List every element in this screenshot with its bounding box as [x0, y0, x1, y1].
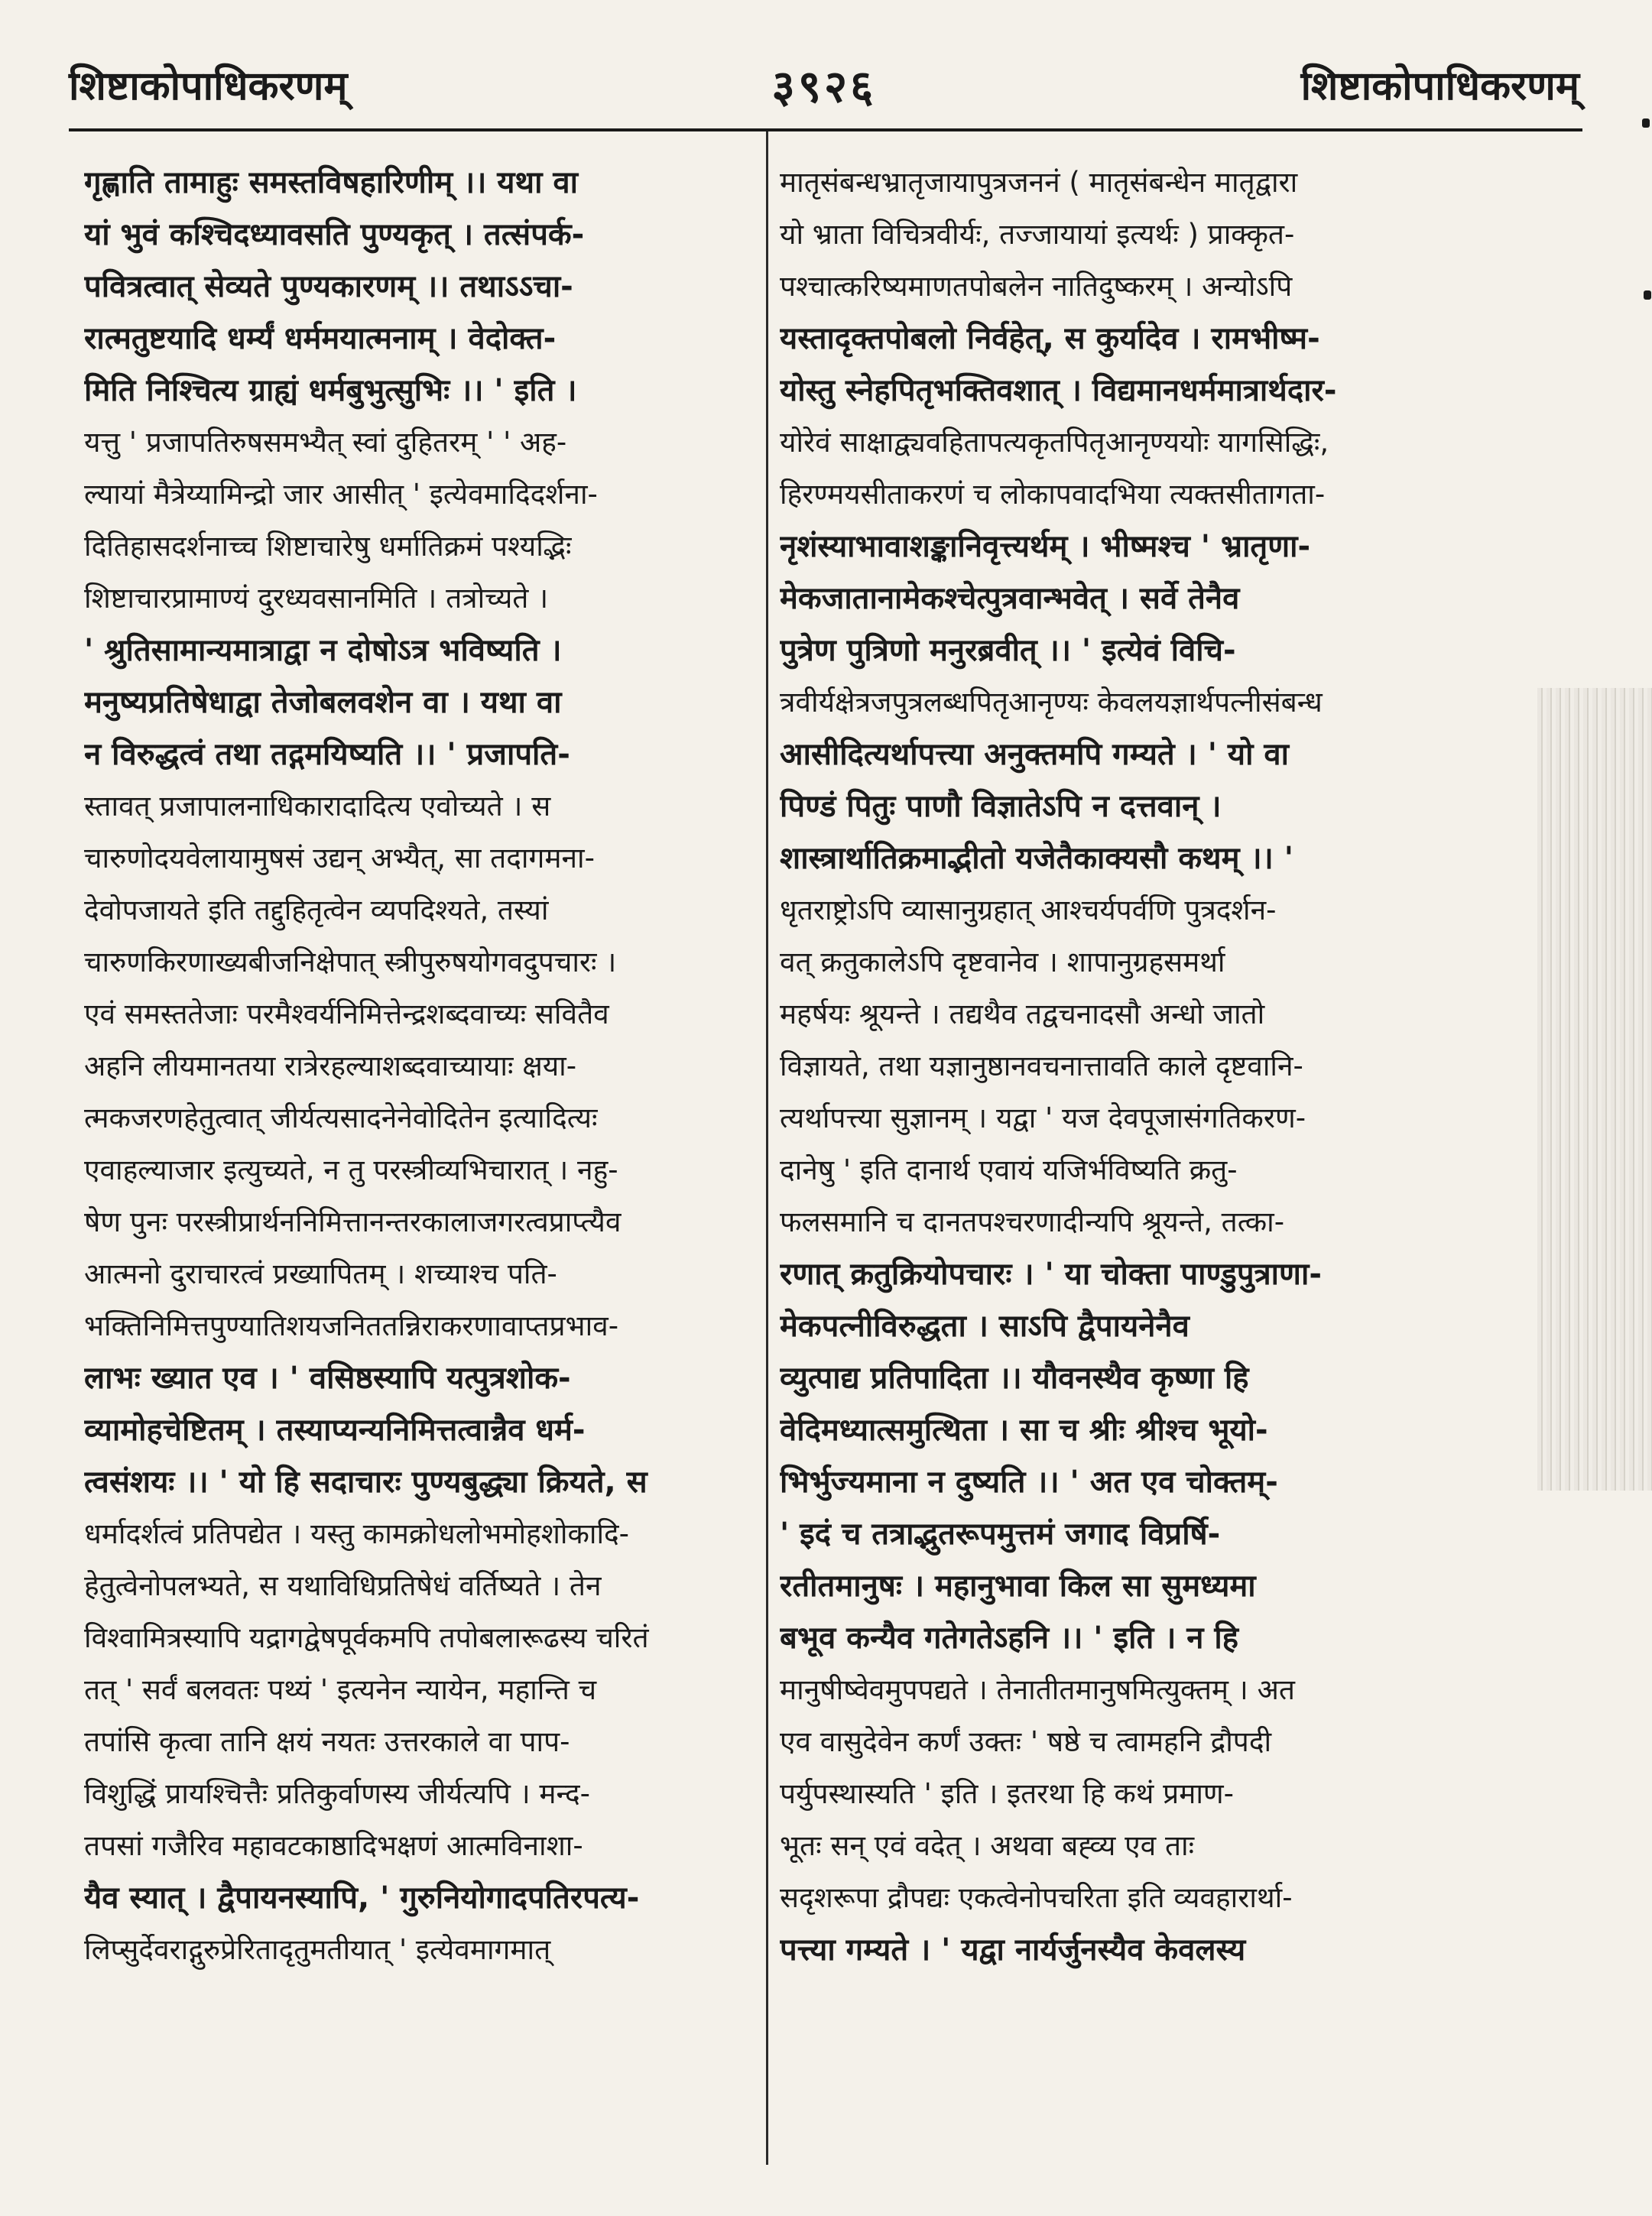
- text-line: गृह्णाति तामाहुः समस्तविषहारिणीम् ।। यथा वा: [84, 165, 578, 200]
- text-line: हिरण्मयसीताकरणं च लोकापवादभिया त्यक्तसीतागता-: [780, 478, 1326, 511]
- text-line: योस्तु स्नेहपितृभक्तिवशात् । विद्यमानधर्ममात्रार्थदार-: [780, 373, 1337, 408]
- text-line: पर्युपस्थास्यति ' इति । इतरथा हि कथं प्रमाण-: [780, 1777, 1235, 1810]
- page-number: ३९२६: [771, 60, 877, 112]
- text-line: षेण पुनः परस्त्रीप्रार्थननिमित्तानन्तरकालाजगरत्वप्राप्त्यैव: [84, 1205, 622, 1238]
- text-line: यैव स्यात् । द्वैपायनस्यापि, ' गुरुनियोगादपतिरपत्य-: [84, 1880, 640, 1916]
- text-line: पत्त्या गम्यते । ' यद्वा नार्यर्जुनस्यैव केवलस्य: [780, 1932, 1246, 1968]
- text-line: व्यामोहचेष्टितम् । तस्याप्यन्यनिमित्तत्वान्नैव धर्म-: [84, 1413, 586, 1448]
- text-line: विज्ञायते, तथा यज्ञानुष्ठानवचनात्तावति काले दृष्टवानि-: [780, 1050, 1303, 1082]
- text-line: देवोपजायते इति तद्दुहितृत्वेन व्यपदिश्यते, तस्यां: [84, 894, 549, 926]
- text-line: चारुणोदयवेलायामुषसं उद्यन् अभ्यैत्, सा तदागमना-: [84, 842, 595, 874]
- text-line: ल्यायां मैत्रेय्यामिन्द्रो जार आसीत् ' इत्येवमादिदर्शना-: [84, 478, 598, 511]
- text-line: तपसां गजैरिव महावटकाष्ठादिभक्षणं आत्मविनाशा-: [84, 1829, 583, 1862]
- text-line: त्रवीर्यक्षेत्रजपुत्रलब्धपितृआनृण्यः केवलयज्ञार्थपत्नीसंबन्ध: [780, 686, 1323, 719]
- text-line: यां भुवं कश्चिदध्यावसति पुण्यकृत् । तत्संपर्क-: [84, 217, 585, 252]
- text-line: भूतः सन् एवं वदेत् । अथवा बह्व्य एव ताः: [780, 1829, 1195, 1862]
- text-line: मनुष्यप्रतिषेधाद्वा तेजोबलवशेन वा । यथा वा: [84, 685, 562, 720]
- text-line: एवं समस्ततेजाः परमैश्वर्यनिमित्तेन्द्रशब्दवाच्यः सवितैव: [84, 998, 609, 1030]
- text-line: पवित्रत्वात् सेव्यते पुण्यकारणम् ।। तथाऽऽचा-: [84, 269, 573, 304]
- text-line: नृशंस्याभावाशङ्कानिवृत्त्यर्थम् । भीष्मश्च ' भ्रातृणा-: [780, 529, 1311, 564]
- text-line: पिण्डं पितुः पाणौ विज्ञातेऽपि न दत्तवान् ।: [780, 789, 1222, 824]
- text-line: योरेवं साक्षाद्व्यवहितापत्यकृतपितृआनृण्ययोः यागसिद्धिः,: [780, 426, 1329, 459]
- text-line: शिष्टाचारप्रामाण्यं दुरध्यवसानमिति । तत्रोच्यते ।: [84, 582, 549, 615]
- text-line: धृतराष्ट्रोऽपि व्यासानुग्रहात् आश्चर्यपर्वणि पुत्रदर्शन-: [780, 894, 1277, 926]
- text-line: न विरुद्धत्वं तथा तद्गमयिष्यति ।। ' प्रजापति-: [84, 737, 570, 772]
- text-line: अहनि लीयमानतया रात्रेरहल्याशब्दवाच्यायाः क्षया-: [84, 1050, 577, 1082]
- text-line: तपांसि कृत्वा तानि क्षयं नयतः उत्तरकाले वा पाप-: [84, 1725, 570, 1758]
- text-line: स्तावत् प्रजापालनाधिकारादादित्य एवोच्यते । स: [84, 790, 551, 822]
- text-line: पश्चात्करिष्यमाणतपोबलेन नातिदुष्करम् । अन्योऽपि: [780, 270, 1293, 303]
- text-line: यत्तु ' प्रजापतिरुषसमभ्यैत् स्वां दुहितरम् ' ' अह-: [84, 426, 567, 459]
- text-line: मानुषीष्वेवमुपपद्यते । तेनातीतमानुषमित्युक्तम् । अत: [780, 1673, 1295, 1706]
- column-divider: [766, 131, 768, 2165]
- header-rule: [69, 128, 1582, 131]
- text-line: विशुद्धिं प्रायश्चित्तैः प्रतिकुर्वाणस्य जीर्यत्यपि । मन्द-: [84, 1777, 590, 1810]
- text-line: यस्तादृक्तपोबलो निर्वहेत्, स कुर्यादेव । रामभीष्म-: [780, 321, 1320, 356]
- text-line: फलसमानि च दानतपश्चरणादीन्यपि श्रूयन्ते, तत्का-: [780, 1205, 1285, 1238]
- running-header: [69, 54, 1579, 115]
- text-line: एव वासुदेवेन कर्णं उक्तः ' षष्ठे च त्वामहनि द्रौपदी: [780, 1725, 1272, 1758]
- text-line: तत् ' सर्वं बलवतः पथ्यं ' इत्यनेन न्यायेन, महान्ति च: [84, 1673, 597, 1706]
- text-line: हेतुत्वेनोपलभ्यते, स यथाविधिप्रतिषेधं वर्तिष्यते । तेन: [84, 1569, 602, 1602]
- text-line: भक्तिनिमित्तपुण्यातिशयजनिततन्निराकरणावाप्तप्रभाव-: [84, 1309, 619, 1342]
- text-line: व्युत्पाद्य प्रतिपादिता ।। यौवनस्थैव कृष्णा हि: [780, 1361, 1249, 1396]
- text-line: मिति निश्चित्य ग्राह्यं धर्मबुभुत्सुभिः ।। ' इति ।: [84, 373, 577, 408]
- text-line: भिर्भुज्यमाना न दुष्यति ।। ' अत एव चोक्तम्-: [780, 1465, 1278, 1500]
- text-line: आत्मनो दुराचारत्वं प्रख्यापितम् । शच्याश्च पति-: [84, 1257, 557, 1290]
- text-line: बभूव कन्यैव गतेगतेऽहनि ।। ' इति । न हि: [780, 1621, 1239, 1656]
- text-line: ' श्रुतिसामान्यमात्राद्वा न दोषोऽत्र भविष्यति ।: [84, 633, 562, 668]
- text-line: वेदिमध्यात्समुत्थिता । सा च श्रीः श्रीश्च भूयो-: [780, 1413, 1268, 1448]
- text-line: दितिहासदर्शनाच्च शिष्टाचारेषु धर्मातिक्रमं पश्यद्भिः: [84, 530, 572, 563]
- left-column: [84, 157, 749, 1976]
- text-line: महर्षयः श्रूयन्ते । तद्यथैव तद्वचनादसौ अन्धो जातो: [780, 998, 1265, 1030]
- header-left-title: शिष्टाकोपाधिकरणम्: [69, 63, 348, 109]
- text-line: सदृशरूपा द्रौपद्यः एकत्वेनोपचरिता इति व्यवहारार्था-: [780, 1881, 1293, 1914]
- text-line: त्मकजरणहेतुत्वात् जीर्यत्यसादनेनेवोदितेन इत्यादित्यः: [84, 1102, 598, 1134]
- text-line: यो भ्राता विचित्रवीर्यः, तज्जायायां इत्यर्थः ) प्राक्कृत-: [780, 218, 1295, 251]
- right-column: [780, 157, 1468, 1976]
- text-line: त्यर्थापत्त्या सुज्ञानम् । यद्वा ' यज देवपूजासंगतिकरण-: [780, 1102, 1306, 1134]
- text-line: त्वसंशयः ।। ' यो हि सदाचारः पुण्यबुद्ध्या क्रियते, स: [84, 1465, 647, 1500]
- text-line: लाभः ख्यात एव । ' वसिष्ठस्यापि यत्पुत्रशोक-: [84, 1361, 571, 1396]
- page-edge-shadow: [1537, 688, 1652, 1491]
- text-line: मेकजातानामेकश्चेत्पुत्रवान्भवेत् । सर्वे तेनैव: [780, 581, 1240, 616]
- text-line: ' इदं च तत्राद्भुतरूपमुत्तमं जगाद विप्रर्षि-: [780, 1517, 1221, 1552]
- text-line: दानेषु ' इति दानार्थ एवायं यजिर्भविष्यति क्रतु-: [780, 1153, 1238, 1186]
- text-line: मातृसंबन्धभ्रातृजायापुत्रजननं ( मातृसंबन्धेन मातृद्वारा: [780, 166, 1298, 199]
- text-line: रणात् क्रतुक्रियोपचारः । ' या चोक्ता पाण्डुपुत्राणा-: [780, 1257, 1322, 1292]
- text-line: चारुणकिरणाख्यबीजनिक्षेपात् स्त्रीपुरुषयोगवदुपचारः ।: [84, 946, 617, 978]
- text-line: वत् क्रतुकालेऽपि दृष्टवानेव । शापानुग्रहसमर्था: [780, 946, 1225, 978]
- text-line: विश्वामित्रस्यापि यद्रागद्वेषपूर्वकमपि तपोबलारूढस्य चरितं: [84, 1621, 649, 1654]
- text-line: रात्मतुष्टयादि धर्म्यं धर्ममयात्मनाम् । वेदोक्त-: [84, 321, 557, 356]
- text-line: एवाहल्याजार इत्युच्यते, न तु परस्त्रीव्यभिचारात् । नहु-: [84, 1153, 618, 1186]
- text-line: आसीदित्यर्थापत्त्या अनुक्तमपि गम्यते । ' यो वा: [780, 737, 1289, 772]
- text-line: मेकपत्नीविरुद्धता । साऽपि द्वैपायनेनैव: [780, 1309, 1190, 1344]
- text-line: शास्त्रार्थातिक्रमाद्भीतो यजेतैकाक्यसौ कथम् ।। ': [780, 841, 1293, 876]
- text-line: पुत्रेण पुत्रिणो मनुरब्रवीत् ।। ' इत्येवं विचि-: [780, 633, 1236, 668]
- margin-mark: [1642, 118, 1650, 128]
- text-line: धर्मादर्शत्वं प्रतिपद्येत । यस्तु कामक्रोधलोभमोहशोकादि-: [84, 1517, 630, 1550]
- text-line: लिप्सुर्देवराद्गुरुप्रेरितादृतुमतीयात् ' इत्येवमागमात्: [84, 1933, 551, 1966]
- margin-mark: [1644, 290, 1651, 300]
- header-right-title: शिष्टाकोपाधिकरणम्: [1300, 63, 1579, 109]
- text-line: रतीतमानुषः । महानुभावा किल सा सुमध्यमा: [780, 1569, 1256, 1604]
